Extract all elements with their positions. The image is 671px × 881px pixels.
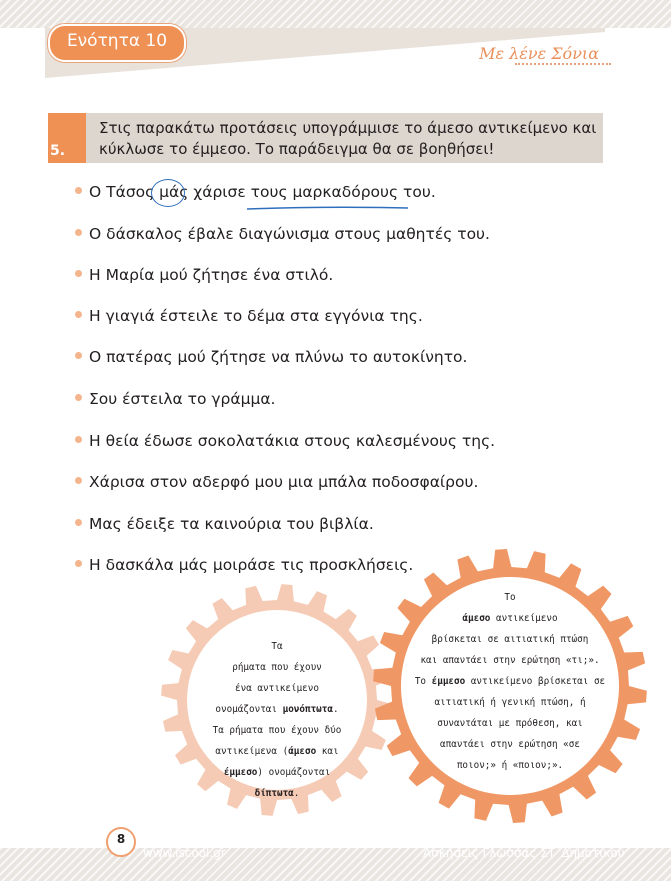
note-line: και απαντάει στην ερώτηση «τι;». (420, 655, 600, 666)
note-line: απαντάει στην ερώτηση «σε (440, 739, 580, 750)
example-text-start: Ο Τάσος (89, 183, 160, 201)
note-line: Τα (271, 641, 283, 652)
sentence-item (75, 515, 374, 533)
note-line (192, 741, 362, 762)
sentence-item (75, 432, 495, 450)
sentence-text: Ο πατέρας μού ζήτησε να πλύνω το αυτοκίνητο. (89, 348, 468, 366)
note-line: Το (504, 592, 516, 603)
note-text: ονομάζονται (215, 704, 283, 715)
instruction-line-2: κύκλωσε το έμμεσο. Το παράδειγμα θα σε βοηθήσει! (99, 140, 495, 158)
sentence-text: Σου έστειλα το γράμμα. (89, 390, 276, 408)
indirect-object-circle (151, 179, 185, 207)
exercise-number: 5. (50, 143, 66, 159)
term-diptota: δίπτωτα (254, 788, 294, 799)
sentence-text: Χάρισα στον αδερφό μου μια μπάλα ποδοσφαίρου. (89, 473, 479, 491)
note-line (192, 783, 362, 804)
gear-right-note (405, 587, 615, 776)
subtitle-divider (515, 63, 611, 65)
sentence-item (75, 473, 478, 491)
note-text: . (293, 788, 300, 799)
note-text: και (316, 746, 339, 757)
bullet-icon (75, 560, 82, 567)
sentence-text: Η θεία έδωσε σοκολατάκια στους καλεσμένους της. (89, 432, 496, 450)
bullet-icon (75, 394, 82, 401)
gear-left-note (192, 636, 362, 804)
note-line: Τα ρήματα που έχουν δύο (212, 725, 342, 736)
example-indirect-object: μάς (159, 183, 189, 201)
bullet-icon (75, 519, 82, 526)
exercise-instruction (99, 118, 599, 160)
example-text-end: . (430, 183, 436, 201)
note-line: αιτιατική ή γενική πτώση, ή (434, 697, 586, 708)
note-line: ένα αντικείμενο (235, 683, 319, 694)
term-emmeso: έμμεσο (431, 676, 466, 687)
chapter-label: Ενότητα 10 (66, 31, 168, 51)
sentence-item (75, 348, 467, 366)
lesson-subtitle: Με λένε Σόνια (479, 44, 599, 63)
sentence-item (75, 556, 413, 574)
note-text: αντικείμενο βρίσκεται σε (465, 676, 606, 687)
sentence-item (75, 225, 490, 243)
sentence-text: Η Μαρία μού ζήτησε ένα στιλό. (89, 266, 334, 284)
sentence-item (75, 390, 275, 408)
bullet-icon (75, 187, 82, 194)
note-line (192, 699, 362, 720)
note-line: ποιον;» ή «ποιον;». (456, 760, 564, 771)
term-ameso: άμεσο (288, 746, 317, 757)
page-number: 8 (116, 832, 126, 846)
example-sentence (75, 183, 436, 201)
bullet-icon (75, 270, 82, 277)
website-link[interactable]: www.iscool.gr (143, 846, 226, 860)
sentence-item (75, 266, 333, 284)
note-text: αντικείμενο (490, 613, 558, 624)
note-line: βρίσκεται σε αιτιατική πτώση (431, 634, 589, 645)
note-line (405, 608, 615, 629)
instruction-line-1: Στις παρακάτω προτάσεις υπογράμμισε το άμεσο αντικείμενο και (99, 119, 597, 137)
sentence-text: Η δασκάλα μάς μοιράσε τις προσκλήσεις. (89, 556, 414, 574)
note-line (192, 762, 362, 783)
bullet-icon (75, 311, 82, 318)
sentence-item (75, 307, 423, 325)
note-line: ρήματα που έχουν (232, 662, 322, 673)
direct-object-underline (246, 205, 409, 211)
term-emmeso: έμμεσο (223, 767, 258, 778)
example-text-verb: χάρισε (188, 183, 251, 201)
sentence-text: Η γιαγιά έστειλε το δέμα στα εγγόνια της. (89, 307, 423, 325)
bullet-icon (75, 352, 82, 359)
note-line: συναντάται με πρόθεση, και (437, 718, 583, 729)
sentence-text: Μας έδειξε τα καινούρια του βιβλία. (89, 515, 374, 533)
chapter-badge (48, 24, 186, 62)
example-direct-object: τους μαρκαδόρους του (250, 183, 431, 201)
term-ameso: άμεσο (462, 613, 491, 624)
note-line (405, 671, 615, 692)
sentence-text: Ο δάσκαλος έβαλε διαγώνισμα στους μαθητές του. (89, 225, 490, 243)
note-text: Το (414, 676, 432, 687)
bullet-icon (75, 477, 82, 484)
note-text: . (332, 704, 339, 715)
term-monoptota: μονόπτωτα (282, 704, 333, 715)
bullet-icon (75, 436, 82, 443)
book-title: Ασκήσεις Γλώσσας ΣΤ΄Δημοτικού (423, 846, 625, 860)
note-text: ) ονομάζονται (257, 767, 331, 778)
note-text: αντικείμενα ( (215, 746, 289, 757)
bullet-icon (75, 229, 82, 236)
